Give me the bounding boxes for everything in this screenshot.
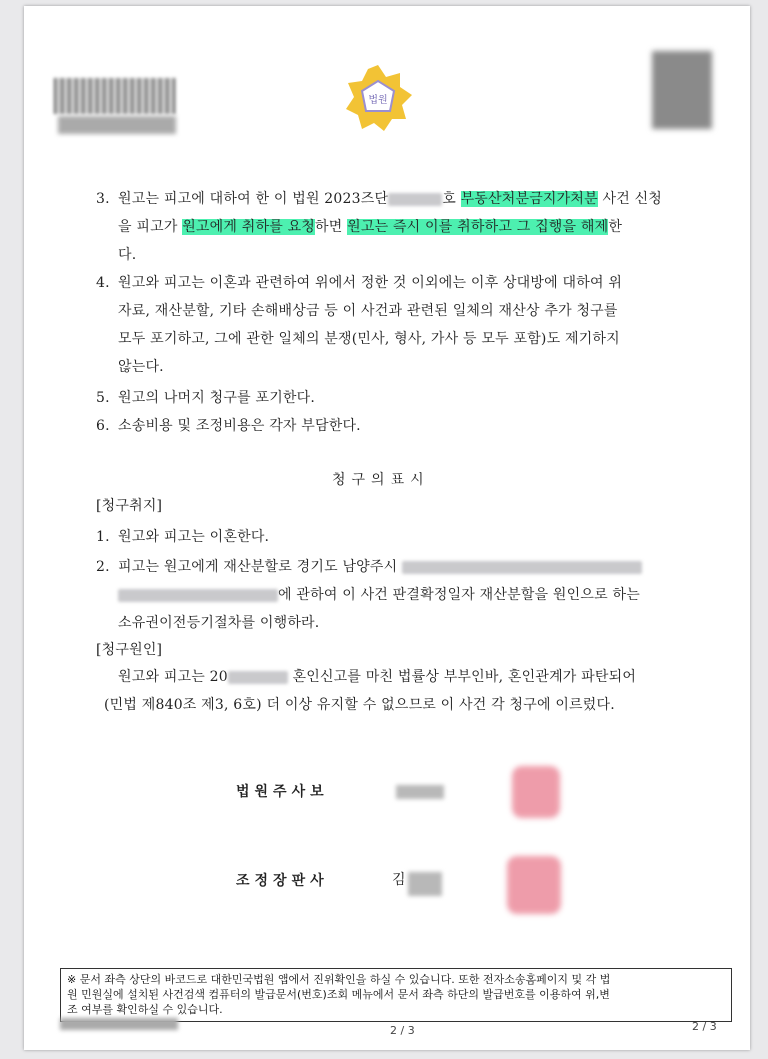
qr-code-image xyxy=(652,51,712,129)
text-segment: (민법 제840조 제3, 6호) 더 이상 유지할 수 없으므로 이 사건 각 청구에 이르렀다. xyxy=(104,697,615,713)
judge-seal-image xyxy=(507,856,561,914)
highlighted-text: 부동산처분금지가처분 xyxy=(460,191,598,207)
text-segment: 다. xyxy=(118,247,137,263)
page-number-center: 2 / 3 xyxy=(390,1024,415,1037)
issue-number-blur xyxy=(58,116,176,134)
list-item-line xyxy=(118,357,164,377)
item-number: 2. xyxy=(96,559,110,575)
page-number-corner: 2 / 3 xyxy=(692,1020,717,1033)
redacted-text xyxy=(118,589,278,602)
svg-text:법원: 법원 xyxy=(368,95,388,106)
redacted-text xyxy=(402,561,642,574)
text-segment: 하면 xyxy=(315,219,348,235)
list-item-line xyxy=(118,329,620,349)
clerk-seal-image xyxy=(512,766,560,818)
barcode-image xyxy=(54,78,176,114)
text-segment: 사건 신청 xyxy=(597,191,663,207)
redacted-text xyxy=(228,671,288,684)
list-item-line xyxy=(118,301,618,321)
highlighted-text: 원고는 즉시 이를 취하하고 그 집행을 해제 xyxy=(347,219,609,235)
text-segment: 을 피고가 xyxy=(118,219,183,235)
list-item-line xyxy=(118,527,269,547)
text-segment: 소유권이전등기절차를 이행하라. xyxy=(118,615,320,631)
clerk-name-blur xyxy=(396,785,444,799)
item-number: 6. xyxy=(96,418,110,434)
text-segment: 원고와 피고는 이혼한다. xyxy=(118,529,270,545)
notice-line: 원 민원실에 설치된 사건검색 컴퓨터의 발급문서(번호)조회 메뉴에서 문서 좌측 하단의 발급번호를 이용하여 위,변 xyxy=(67,988,610,1001)
claim-title: 청구의표시 xyxy=(332,472,430,488)
text-segment: 원고와 피고는 20 xyxy=(118,669,228,685)
list-item-line xyxy=(118,273,622,293)
list-item-line xyxy=(118,585,640,605)
notice-line: ※ 문서 좌측 상단의 바코드로 대한민국법원 앱에서 진위확인을 하실 수 있습니다. 또한 전자소송홈페이지 및 각 법 xyxy=(67,973,611,986)
verification-notice xyxy=(60,968,732,1022)
list-item-line xyxy=(118,557,642,577)
text-segment: 에 관하여 이 사건 판결확정일자 재산분할을 원인으로 하는 xyxy=(278,587,640,603)
item-number: 3. xyxy=(96,191,110,207)
text-segment: 모두 포기하고, 그에 관한 일체의 분쟁(민사, 형사, 가사 등 모두 포함)도 제기하지 xyxy=(118,331,620,347)
item-number: 1. xyxy=(96,529,110,545)
judge-name-initial: 김 xyxy=(392,872,406,888)
text-segment: 자료, 재산분할, 기타 손해배상금 등 이 사건과 관련된 일체의 재산상 추가 청구를 xyxy=(118,303,618,319)
clerk-label: 법원주사보 xyxy=(236,784,329,800)
item-number: 5. xyxy=(96,390,110,406)
list-item-line xyxy=(118,189,662,209)
judge-label: 조정장판사 xyxy=(236,873,329,889)
list-item-line xyxy=(118,416,361,436)
list-item-line xyxy=(118,217,622,237)
claim-purpose-heading: [청구취지] xyxy=(96,498,163,514)
text-segment: 피고는 원고에게 재산분할로 경기도 남양주시 xyxy=(118,559,403,575)
claim-cause-line xyxy=(118,667,636,687)
judge-name-blur xyxy=(408,872,442,896)
text-segment: 한 xyxy=(608,219,623,235)
text-segment: 원고의 나머지 청구를 포기한다. xyxy=(118,390,316,406)
notice-line: 조 여부를 확인하실 수 있습니다. xyxy=(67,1003,223,1016)
list-item-line xyxy=(118,388,315,408)
text-segment: 소송비용 및 조정비용은 각자 부담한다. xyxy=(118,418,361,434)
document-page xyxy=(24,6,750,1050)
text-segment: 않는다. xyxy=(118,359,164,375)
text-segment: 원고는 피고에 대하여 한 이 법원 2023즈단 xyxy=(118,191,389,207)
issue-code-blur xyxy=(60,1018,178,1030)
claim-cause-line xyxy=(104,695,615,715)
redacted-text xyxy=(388,193,442,206)
court-emblem-icon xyxy=(342,63,414,135)
text-segment: 원고와 피고는 이혼과 관련하여 위에서 정한 것 이외에는 이후 상대방에 대하여 위 xyxy=(118,275,623,291)
list-item-line xyxy=(118,613,319,633)
text-segment: 호 xyxy=(442,191,461,207)
list-item-line xyxy=(118,245,136,265)
item-number: 4. xyxy=(96,275,110,291)
text-segment: 혼인신고를 마친 법률상 부부인바, 혼인관계가 파탄되어 xyxy=(287,669,637,685)
highlighted-text: 원고에게 취하를 요청 xyxy=(182,219,316,235)
claim-cause-heading: [청구원인] xyxy=(96,642,163,658)
